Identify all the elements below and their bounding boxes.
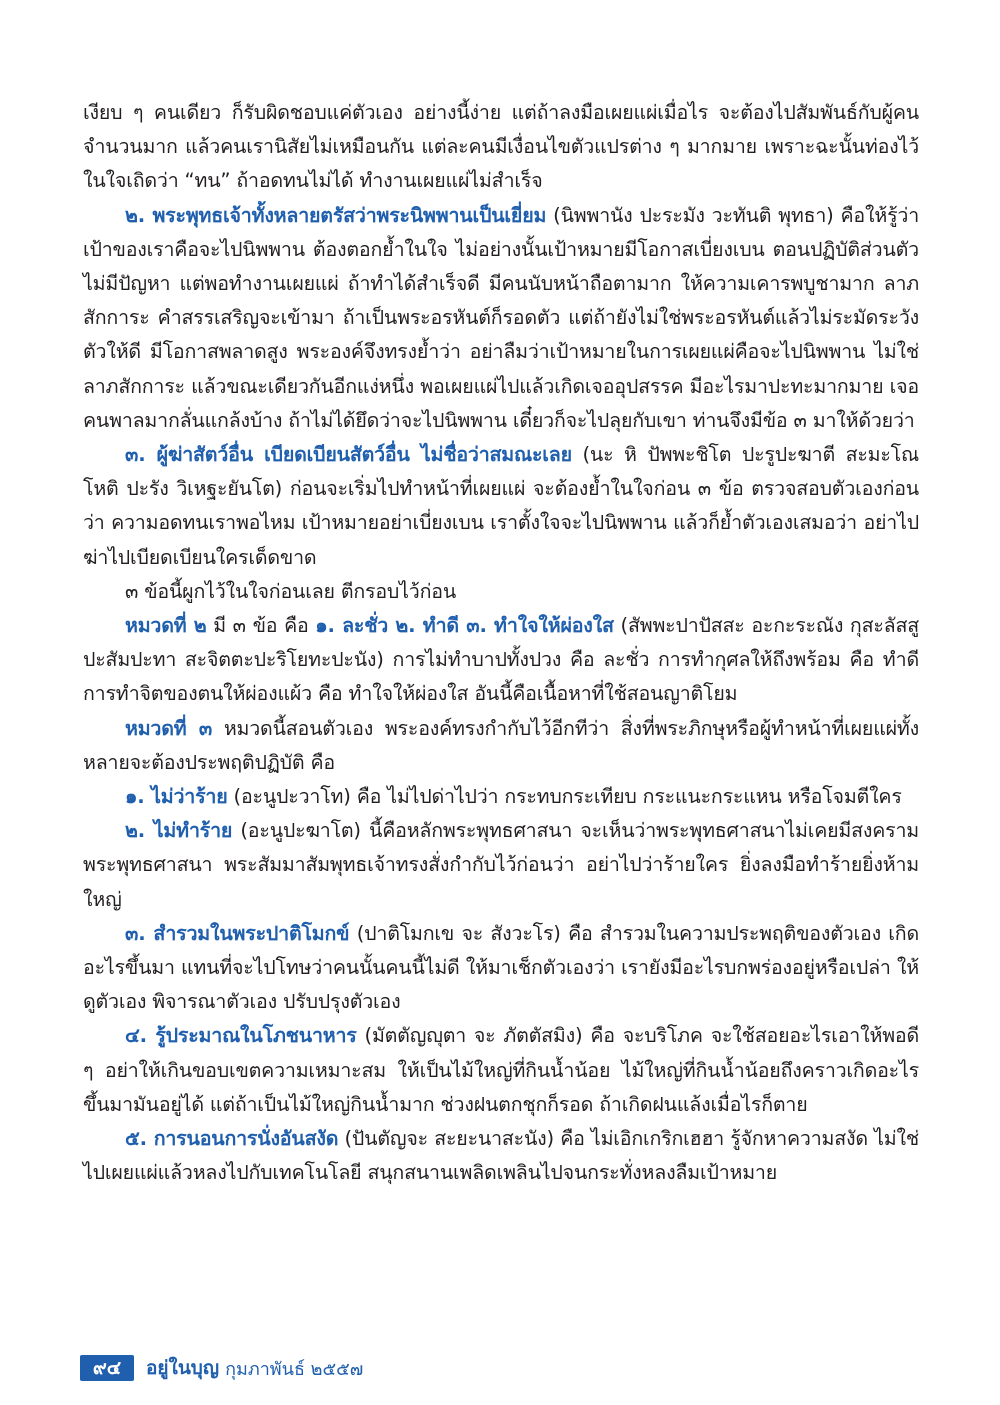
highlighted-heading: หมวดที่ ๒ bbox=[125, 614, 207, 638]
paragraph-text: (ปาติโมกเข จะ สังวะโร) คือ สำรวมในความประพฤติของตัวเอง เกิดอะไรขึ้นมา แทนที่จะไปโทษว่าคนนั้นคนนี้ไม่ดี ให้มาเช็กตัวเองว่า เรายังมีอะไรบกพร่องอยู่หรือเปล่า ให้ดูตัวเอง พิจารณาตัวเอง ปรับปรุงตัวเอง bbox=[83, 921, 919, 1014]
highlighted-heading: ๓. สำรวมในพระปาติโมกข์ bbox=[125, 921, 350, 945]
paragraph bbox=[83, 575, 919, 609]
highlighted-heading: ๔. รู้ประมาณในโภชนาหาร bbox=[125, 1024, 357, 1048]
highlighted-heading: ๕. การนอนการนั่งอันสงัด bbox=[125, 1127, 339, 1151]
highlighted-heading: ๑. ไม่ว่าร้าย bbox=[125, 785, 228, 809]
paragraph bbox=[83, 780, 919, 814]
paragraph-text: ๓ ข้อนี้ผูกไว้ในใจก่อนเลย ตีกรอบไว้ก่อน bbox=[125, 579, 457, 603]
paragraph-text: เงียบ ๆ คนเดียว ก็รับผิดชอบแค่ตัวเอง อย่างนี้ง่าย แต่ถ้าลงมือเผยแผ่เมื่อไร จะต้องไปสัมพันธ์กับผู้คนจำนวนมาก แล้วคนเรานิสัยไม่เหมือนกัน แต่ละคนมีเงื่อนไขตัวแปรต่าง ๆ มากมาย เพราะฉะนั้นท่องไว้ในใจเถิดว่า “ทน” ถ้าอดทนไม่ได้ ทำงานเผยแผ่ไม่สำเร็จ bbox=[83, 101, 919, 193]
paragraph bbox=[83, 814, 919, 917]
paragraph bbox=[83, 1122, 919, 1190]
highlighted-heading: ๓. ผู้ฆ่าสัตว์อื่น เบียดเบียนสัตว์อื่น ไม่ชื่อว่าสมณะเลย bbox=[125, 443, 572, 467]
paragraph-text: (นะ หิ ปัพพะชิโต ปะรูปะฆาตี สะมะโณ โหติ ปะรัง วิเหฐะยันโต) ก่อนจะเริ่มไปทำหน้าที่เผยแผ่ จะต้องย้ำในใจก่อน ๓ ข้อ ตรวจสอบตัวเองก่อนว่า ความอดทนเราพอไหม เป้าหมายอย่าเบี่ยงเบน เราตั้งใจจะไปนิพพาน แล้วก็ย้ำตัวเองเสมอว่า อย่าไปฆ่าไปเบียดเบียนใครเด็ดขาด bbox=[83, 443, 919, 569]
paragraph-text: (ปันตัญจะ สะยะนาสะนัง) คือ ไม่เอิกเกริกเฮฮา รู้จักหาความสงัด ไม่ใช่ไปเผยแผ่แล้วหลงไปกับเทคโนโลยี สนุกสนานเพลิดเพลินไปจนกระทั่งหลงลืมเป้าหมาย bbox=[83, 1127, 919, 1185]
magazine-name: อยู่ในบุญ bbox=[146, 1357, 220, 1379]
paragraph-text: (นิพพานัง ปะระมัง วะทันติ พุทธา) คือให้รู้ว่าเป้าของเราคือจะไปนิพพาน ต้องตอกย้ำในใจ ไม่อย่างนั้นเป้าหมายมีโอกาสเบี่ยงเบน ตอนปฏิบัติส่วนตัวไม่มีปัญหา แต่พอทำงานเผยแผ่ ถ้าทำได้สำเร็จดี มีคนนับหน้าถือตามาก ให้ความเคารพบูชามาก ลาภสักการะ คำสรรเสริญจะเข้ามา ถ้าเป็นพระอรหันต์ก็รอดตัว แต่ถ้ายังไม่ใช่พระอรหันต์แล้วไม่ระมัดระวังตัวให้ดี มีโอกาสพลาดสูง พระองค์จึงทรงย้ำว่า อย่าลืมว่าเป้าหมายในการเผยแผ่คือจะไปนิพพาน ไม่ใช่ลาภสักการะ แล้วขณะเดียวกันอีกแง่หนึ่ง พอเผยแผ่ไปแล้วเกิดเจออุปสรรค มีอะไรมาปะทะมากมาย เจอคนพาลมากลั่นแกล้งบ้าง ถ้าไม่ได้ยึดว่าจะไปนิพพาน เดี๋ยวก็จะไปลุยกับเขา ท่านจึงมีข้อ ๓ มาให้ด้วยว่า bbox=[83, 203, 919, 432]
paragraph-text: มี ๓ ข้อ คือ bbox=[206, 614, 316, 638]
article-body bbox=[83, 96, 919, 1191]
paragraph bbox=[83, 712, 919, 780]
highlighted-heading: ๑. ละชั่ว ๒. ทำดี ๓. ทำใจให้ผ่องใส bbox=[315, 614, 614, 638]
paragraph bbox=[83, 1019, 919, 1122]
paragraph-text: (มัตตัญญุตา จะ ภัตตัสมิง) คือ จะบริโภค จะใช้สอยอะไรเอาให้พอดี ๆ อย่าให้เกินขอบเขตความเหมาะสม ให้เป็นไม้ใหญ่ที่กินน้ำน้อย ไม้ใหญ่ที่กินน้ำน้อยถึงคราวเกิดอะไรขึ้นมามันอยู่ได้ แต่ถ้าเป็นไม้ใหญ่กินน้ำมาก ช่วงฝนตกชุกก็รอด ถ้าเกิดฝนแล้งเมื่อไรก็ตาย bbox=[83, 1024, 919, 1116]
highlighted-heading: ๒. พระพุทธเจ้าทั้งหลายตรัสว่าพระนิพพานเป็นเยี่ยม bbox=[125, 203, 547, 227]
highlighted-heading: ๒. ไม่ทำร้าย bbox=[125, 819, 233, 843]
paragraph bbox=[83, 96, 919, 199]
paragraph-text: (อะนูปะวาโท) คือ ไม่ไปด่าไปว่า กระทบกระเทียบ กระแนะกระแหน หรือโจมตีใคร bbox=[227, 785, 902, 809]
highlighted-heading: หมวดที่ ๓ bbox=[125, 716, 213, 740]
paragraph bbox=[83, 438, 919, 575]
issue-date: กุมภาพันธ์ ๒๕๕๗ bbox=[225, 1358, 364, 1380]
page-number: ๙๔ bbox=[80, 1355, 134, 1381]
paragraph bbox=[83, 609, 919, 712]
paragraph-text: (สัพพะปาปัสสะ อะกะระณัง กุสะลัสสูปะสัมปะทา สะจิตตะปะริโยทะปะนัง) การไม่ทำบาปทั้งปวง คือ ละชั่ว การทำกุศลให้ถึงพร้อม คือ ทำดี การทำจิตของตนให้ผ่องแผ้ว คือ ทำใจให้ผ่องใส อันนี้คือเนื้อหาที่ใช้สอนญาติโยม bbox=[83, 614, 920, 706]
paragraph-text: (อะนูปะฆาโต) นี้คือหลักพระพุทธศาสนา จะเห็นว่าพระพุทธศาสนาไม่เคยมีสงครามพระพุทธศาสนา พระสัมมาสัมพุทธเจ้าทรงสั่งกำกับไว้ก่อนว่า อย่าไปว่าร้ายใคร ยิ่งลงมือทำร้ายยิ่งห้ามใหญ่ bbox=[83, 819, 919, 911]
paragraph bbox=[83, 917, 919, 1020]
page-footer bbox=[80, 1353, 363, 1383]
paragraph bbox=[83, 199, 919, 438]
paragraph-text: หมวดนี้สอนตัวเอง พระองค์ทรงกำกับไว้อีกทีว่า สิ่งที่พระภิกษุหรือผู้ทำหน้าที่เผยแผ่ทั้งหลายจะต้องประพฤติปฏิบัติ คือ bbox=[83, 716, 919, 774]
